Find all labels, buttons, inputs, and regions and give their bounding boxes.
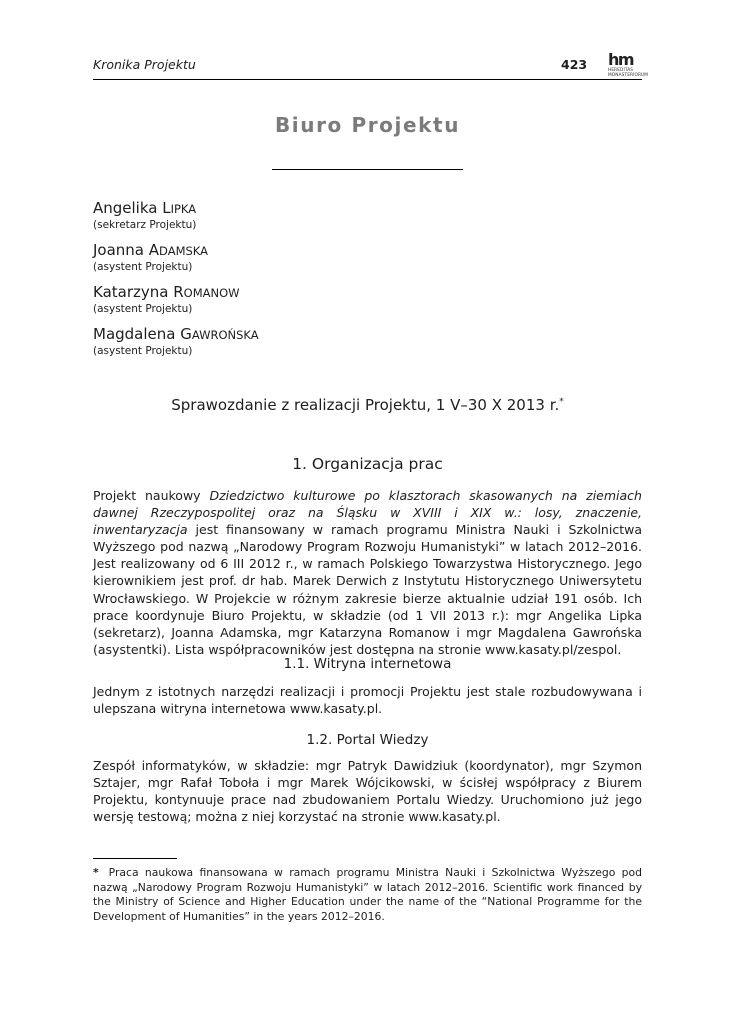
title-rule	[272, 169, 463, 170]
running-header: Kronika Projektu	[93, 57, 196, 72]
logo-text-1: HEREDITAS	[608, 68, 634, 73]
subsection-heading: 1.2. Portal Wiedzy	[306, 732, 429, 748]
article-title: Biuro Projektu	[274, 113, 461, 137]
author-role: (asystent Projektu)	[93, 303, 193, 315]
author-name: Angelika LIPKA	[93, 199, 197, 217]
author-name: Magdalena GAWROŃSKA	[93, 325, 259, 343]
author-list	[93, 199, 259, 367]
logo-text-2: MONASTERIORUM	[608, 73, 649, 78]
footnote-rule	[93, 858, 177, 859]
report-title: Sprawozdanie z realizacji Projektu, 1 V–30 X 2013 r.*	[171, 396, 564, 414]
section-paragraph: Projekt naukowy Dziedzictwo kulturowe po klasztorach skasowanych na ziemiach dawnej Rzeczypospolitej oraz na Śląsku w XVIII i XIX w.: losy, znaczenie, inwentaryzacja jest finansowany w ramach programu Ministra Nauki i Szkolnictwa Wyższego pod nazwą „Narodowy Program Rozwoju Humanistyki” w latach 2012–2016. Jest realizowany od 6 III 2012 r., w ramach Polskiego Towarzystwa Historycznego. Jego kierownikiem jest prof. dr hab. Marek Derwich z Instytutu Historycznego Uniwersytetu Wrocławskiego. W Projekcie w różnym zakresie bierze aktualnie udział 191 osób. Ich prace koordynuje Biuro Projektu, w składzie (od 1 VII 2013 r.): mgr Angelika Lipka (sekretarz), Joanna Adamska, mgr Katarzyna Romanow i mgr Magdalena Gawrońska (asystentki). Lista współpracowników jest dostępna na stronie www.kasaty.pl/zespol.	[93, 488, 642, 657]
subsection-heading: 1.1. Witryna internetowa	[283, 656, 452, 672]
page-number: 423	[561, 57, 588, 72]
author-entry	[93, 199, 259, 232]
journal-logo	[608, 50, 649, 82]
author-entry	[93, 241, 259, 274]
subsection-paragraph: Zespół informatyków, w składzie: mgr Patryk Dawidziuk (koordynator), mgr Szymon Sztajer, mgr Rafał Toboła i mgr Marek Wójcikowski, w ścisłej współpracy z Biurem Projektu, kontynuuje prace nad zbudowaniem Portalu Wiedzy. Uruchomiono już jego wersję testową; można z niej korzystać na stronie www.kasaty.pl.	[93, 758, 642, 825]
footnote-reference[interactable]: *	[559, 397, 564, 407]
header-rule	[93, 79, 642, 80]
author-role: (asystent Projektu)	[93, 261, 193, 273]
footnote: * Praca naukowa finansowana w ramach programu Ministra Nauki i Szkolnictwa Wyższego pod nazwą „Narodowy Program Rozwoju Humanistyki” w latach 2012–2016. Scientific work financed by the Ministry of Science and Higher Education under the name of the “National Programme for the Development of Humanities” in the years 2012–2016.	[93, 866, 642, 923]
author-entry	[93, 283, 259, 316]
author-name: Katarzyna ROMANOW	[93, 283, 240, 301]
section-heading: 1. Organizacja prac	[292, 455, 443, 473]
footnote-mark: *	[93, 866, 99, 879]
author-name: Joanna ADAMSKA	[93, 241, 208, 259]
author-role: (asystent Projektu)	[93, 345, 193, 357]
author-entry	[93, 325, 259, 358]
subsection-paragraph: Jednym z istotnych narzędzi realizacji i promocji Projektu jest stale rozbudowywana i ulepszana witryna internetowa www.kasaty.pl.	[93, 684, 642, 717]
author-role: (sekretarz Projektu)	[93, 219, 197, 231]
logo-mark: hm	[608, 50, 634, 69]
